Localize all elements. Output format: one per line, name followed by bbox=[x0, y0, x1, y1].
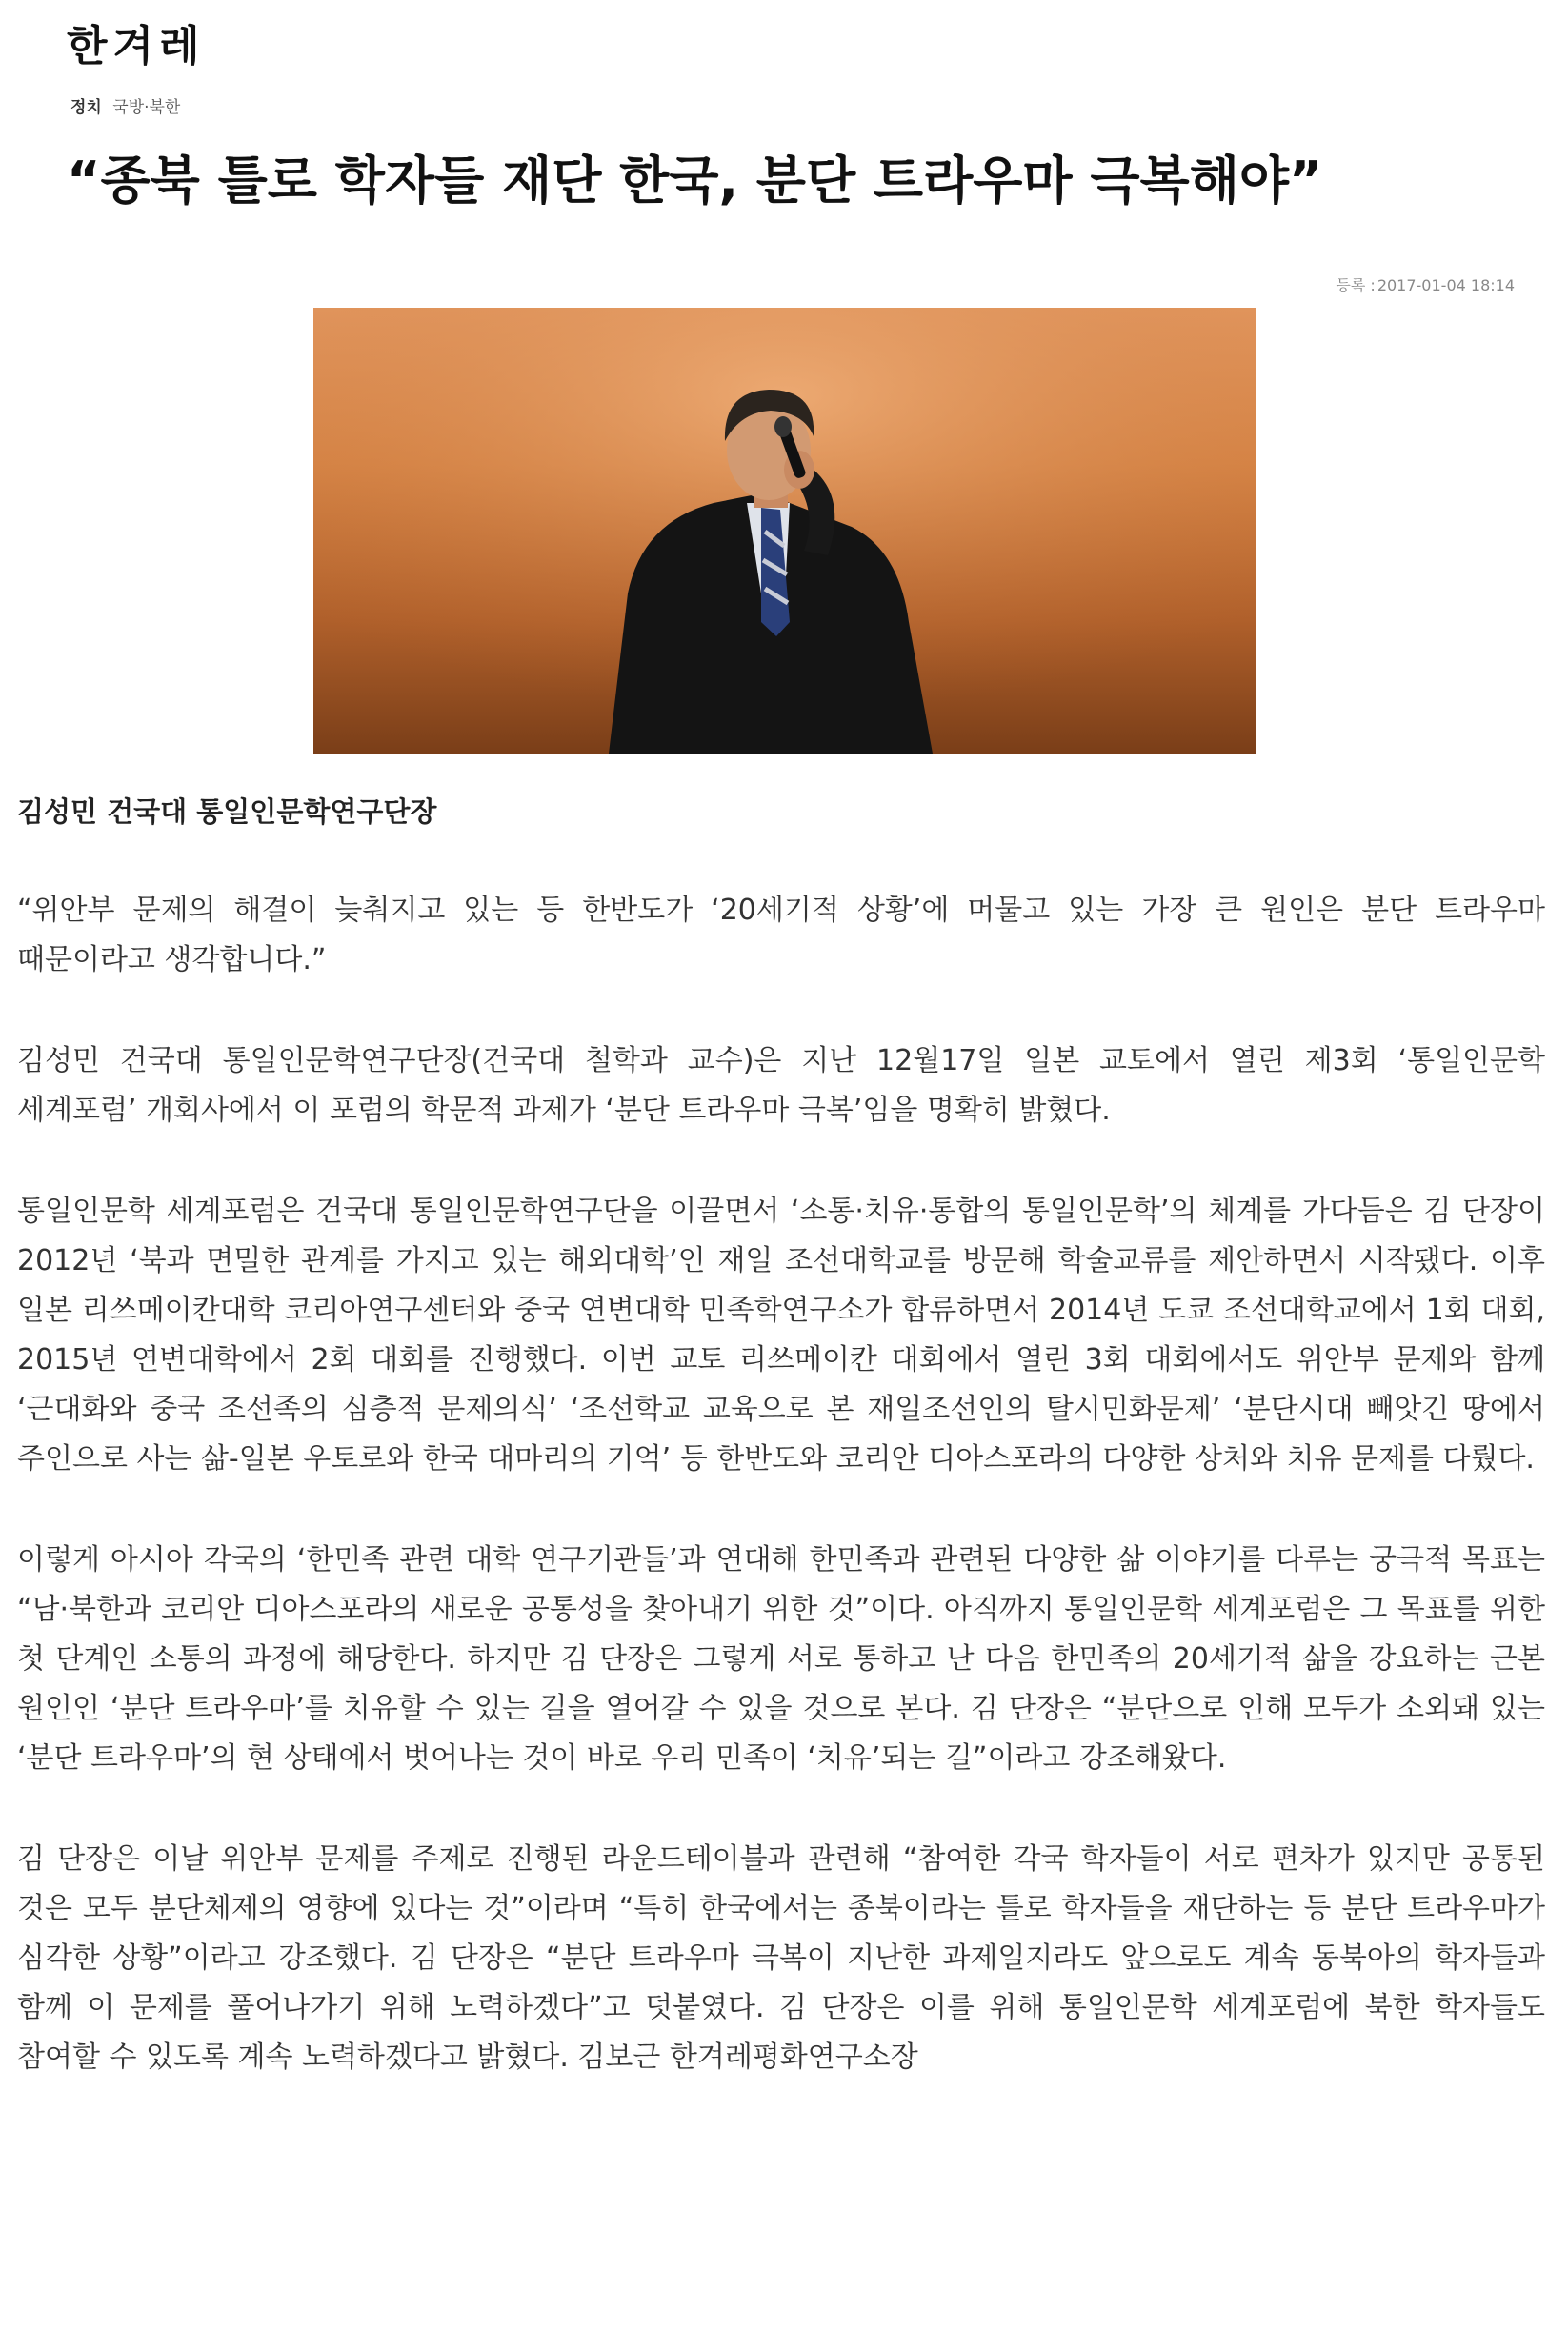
article-dateline bbox=[1336, 273, 1515, 295]
article-paragraph: 통일인문학 세계포럼은 건국대 통일인문학연구단을 이끌면서 ‘소통·치유·통합의 통일인문학’의 체계를 가다듬은 김 단장이 2012년 ‘북과 면밀한 관계를 가지고 있는 해외대학’인 재일 조선대학교를 방문해 학술교류를 제안하면서 시작됐다. 이후 일본 리쓰메이칸대학 코리아연구센터와 중국 연변대학 민족학연구소가 합류하면서 2014년 도쿄 조선대학교에서 1회 대회, 2015년 연변대학에서 2회 대회를 진행했다. 이번 교토 리쓰메이칸 대회에서 열린 3회 대회에서도 위안부 문제와 함께 ‘근대화와 중국 조선족의 심층적 문제의식’ ‘조선학교 교육으로 본 재일조선인의 탈시민화문제’ ‘분단시대 빼앗긴 땅에서 주인으로 사는 삶-일본 우토로와 한국 대마리의 기억’ 등 한반도와 코리안 디아스포라의 다양한 상처와 치유 문제를 다뤘다. bbox=[17, 1195, 1545, 1476]
article-headline: “종북 틀로 학자들 재단 한국, 분단 트라우마 극복해야” bbox=[67, 151, 1323, 211]
article-body bbox=[17, 886, 1545, 2134]
article-paragraph: 김 단장은 이날 위안부 문제를 주제로 진행된 라운드테이블과 관련해 “참여한 각국 학자들이 서로 편차가 있지만 공통된 것은 모두 분단체제의 영향에 있다는 것”이라며 “특히 한국에서는 종북이라는 틀로 학자들을 재단하는 등 분단 트라우마가 심각한 상황”이라고 강조했다. 김 단장은 “분단 트라우마 극복이 지난한 과제일지라도 앞으로도 계속 동북아의 학자들과 함께 이 문제를 풀어나가기 위해 노력하겠다”고 덧붙였다. 김 단장은 이를 위해 통일인문학 세계포럼에 북한 학자들도 참여할 수 있도록 계속 노력하겠다고 밝혔다. 김보근 한겨레평화연구소장 bbox=[17, 1842, 1545, 2074]
article-paragraph: 이렇게 아시아 각국의 ‘한민족 관련 대학 연구기관들’과 연대해 한민족과 관련된 다양한 삶 이야기를 다루는 궁극적 목표는 “남·북한과 코리안 디아스포라의 새로운 공통성을 찾아내기 위한 것”이다. 아직까지 통일인문학 세계포럼은 그 목표를 위한 첫 단계인 소통의 과정에 해당한다. 하지만 김 단장은 그렇게 서로 통하고 난 다음 한민족의 20세기적 삶을 강요하는 근본 원인인 ‘분단 트라우마’를 치유할 수 있는 길을 열어갈 수 있을 것으로 본다. 김 단장은 “분단으로 인해 모두가 소외돼 있는 ‘분단 트라우마’의 현 상태에서 벗어나는 것이 바로 우리 민족이 ‘치유’되는 길”이라고 강조해왔다. bbox=[17, 1543, 1546, 1775]
date-label: 등록 : bbox=[1336, 276, 1376, 294]
article-paragraph: 김성민 건국대 통일인문학연구단장(건국대 철학과 교수)은 지난 12월17일 일본 교토에서 열린 제3회 ‘통일인문학 세계포럼’ 개회사에서 이 포럼의 학문적 과제가 ‘분단 트라우마 극복’임을 명확히 밝혔다. bbox=[17, 1044, 1545, 1127]
breadcrumb-subsection[interactable]: 국방·북한 bbox=[112, 98, 181, 117]
date-value: 2017-01-04 18:14 bbox=[1377, 276, 1515, 294]
site-logo[interactable]: 한겨레 bbox=[67, 22, 206, 70]
article-paragraph: “위안부 문제의 해결이 늦춰지고 있는 등 한반도가 ‘20세기적 상황’에 머물고 있는 가장 큰 원인은 분단 트라우마 때문이라고 생각합니다.” bbox=[17, 894, 1545, 976]
photo-caption: 김성민 건국대 통일인문학연구단장 bbox=[17, 795, 437, 828]
breadcrumb bbox=[70, 93, 180, 117]
article-photo bbox=[313, 308, 1256, 754]
breadcrumb-section[interactable]: 정치 bbox=[70, 98, 102, 117]
